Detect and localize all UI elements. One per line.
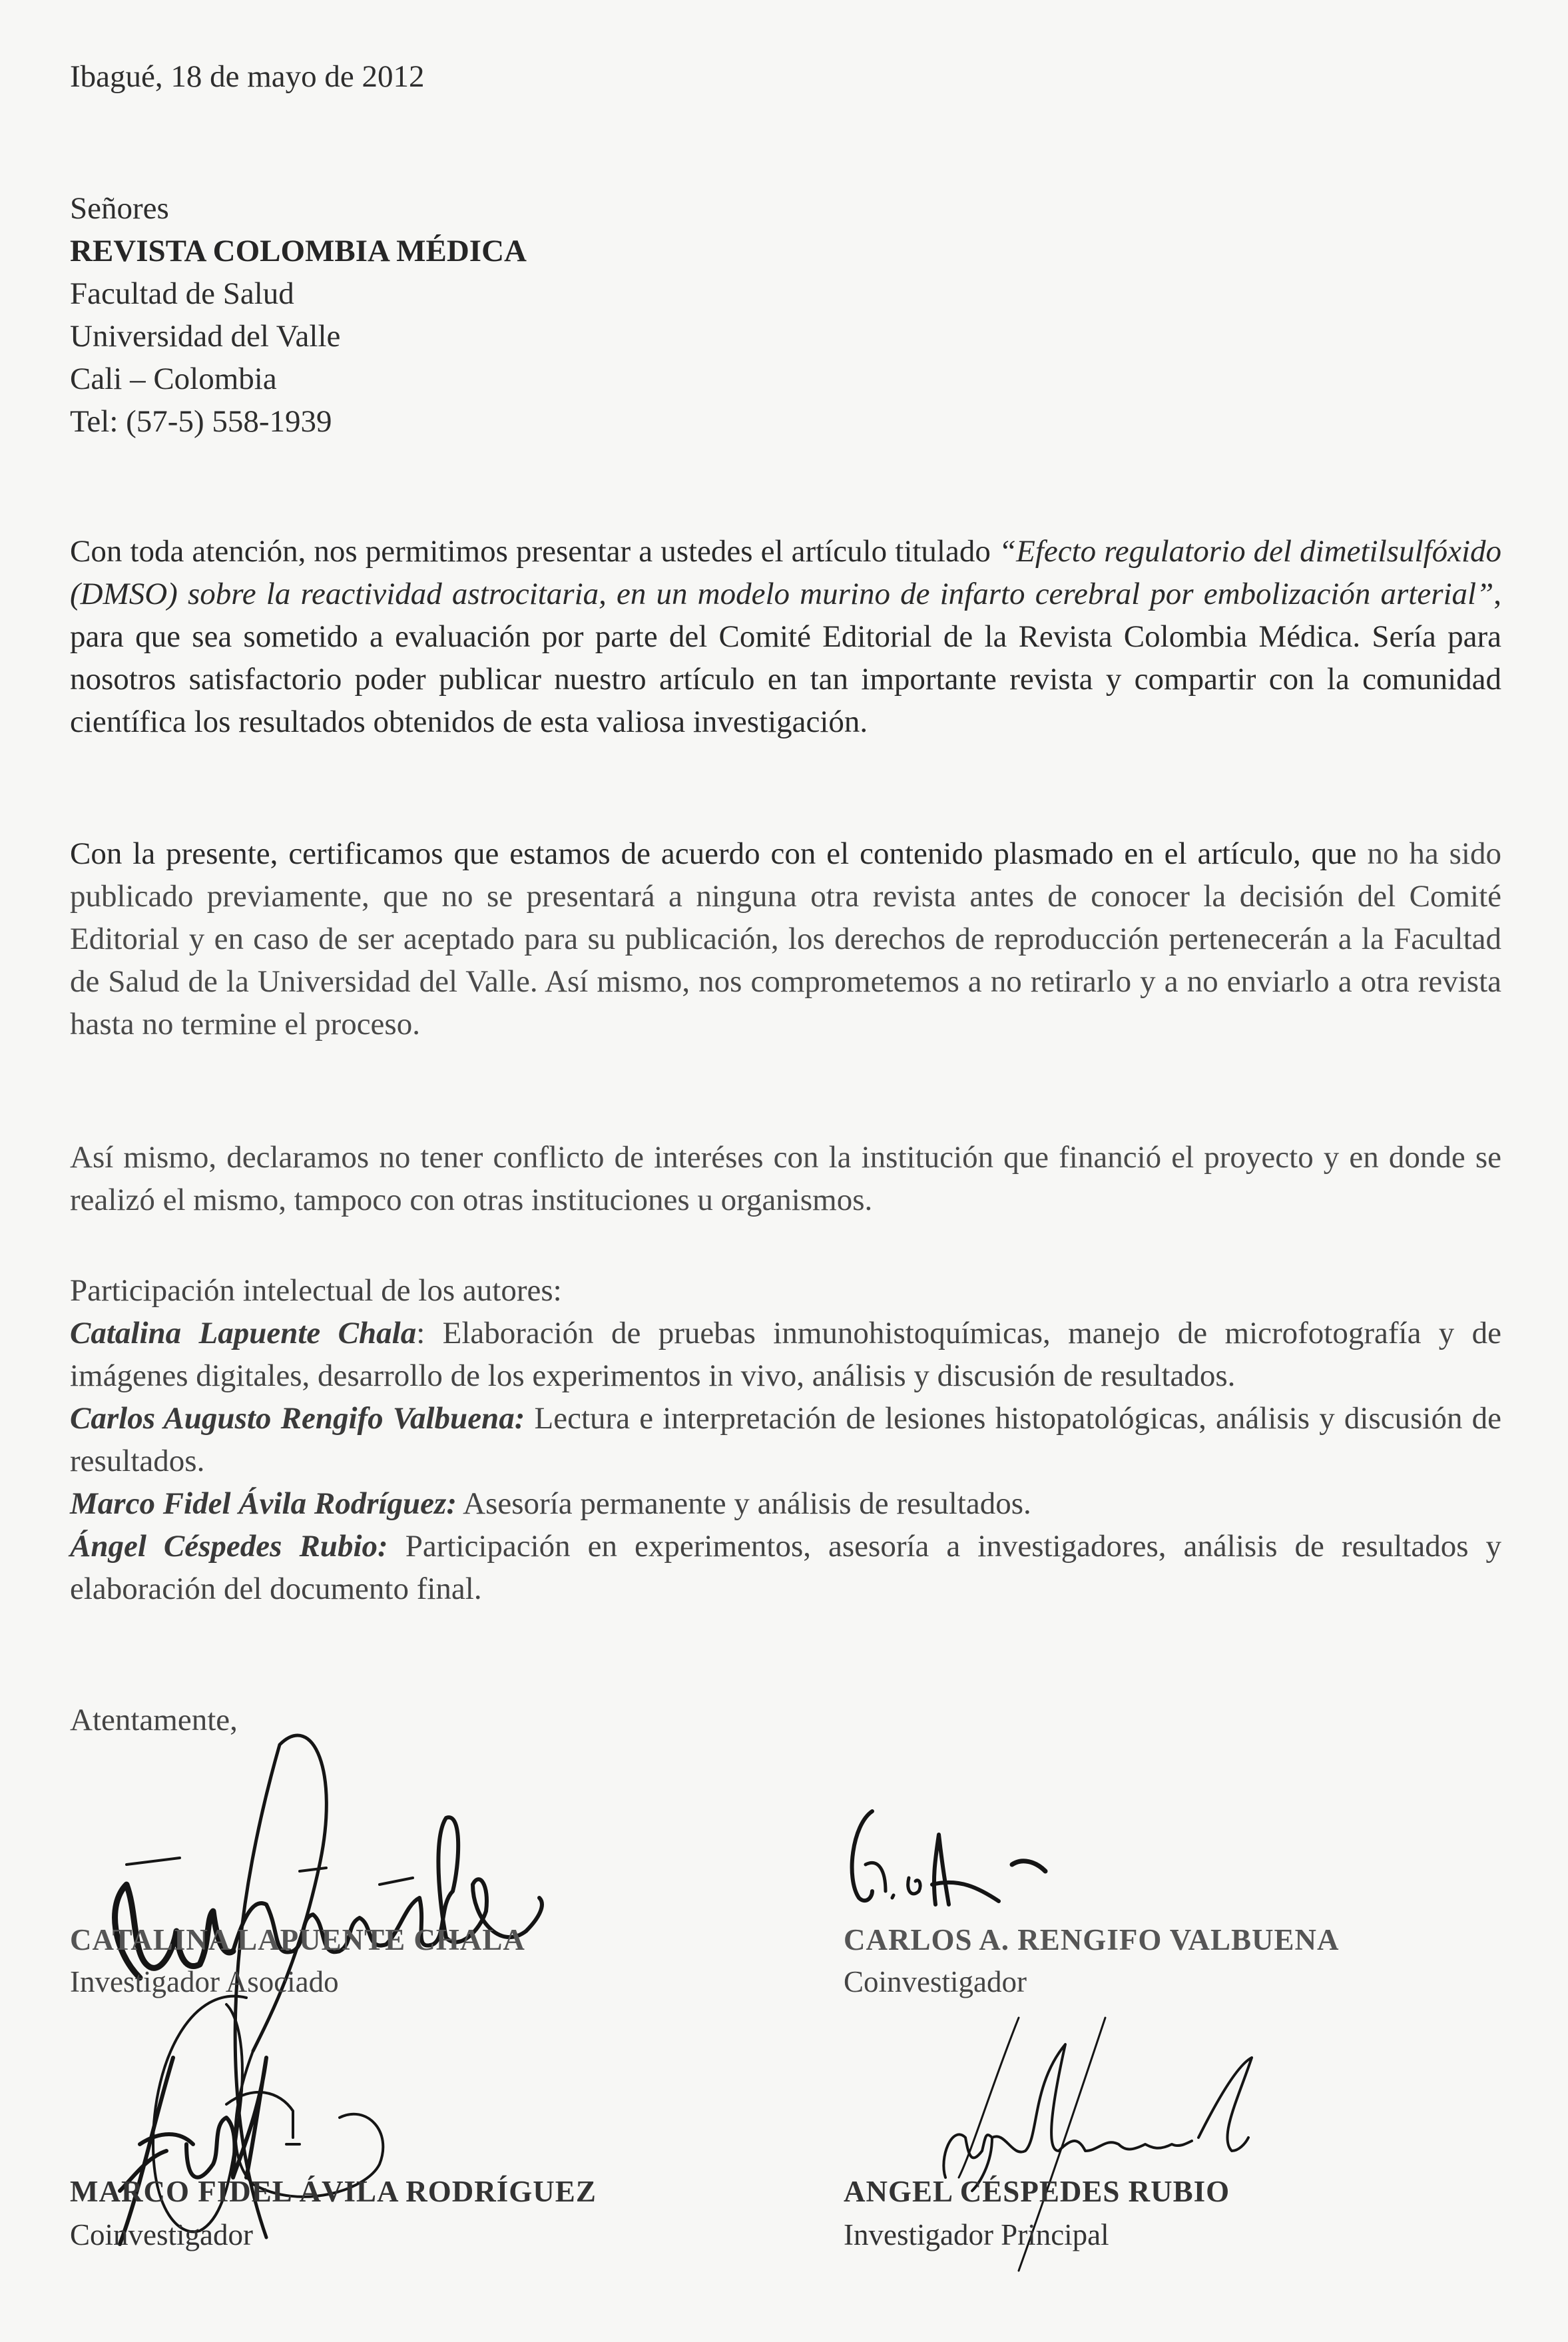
contribution-text: Participación en experimentos, asesoría a investigadores, análisis de resultados y elaboración del documento final.	[70, 1529, 1501, 1606]
paragraph-certification-start: Con la presente, certificamos que estamos de acuerdo con el contenido plasmado en el artículo, que	[70, 836, 1368, 871]
signatory-role: Investigador Principal	[844, 2218, 1109, 2251]
recipient-faculty: Facultad de Salud	[70, 276, 294, 311]
paragraph-submission-rest: , para que sea sometido a evaluación por parte del Comité Editorial de la Revista Colombia Médica. Sería para nosotros satisfactorio poder publicar nuestro artículo en tan importante revista y compartir con la comunidad científica los resultados obtenidos de esta valiosa investigación.	[70, 577, 1501, 739]
place-date: Ibagué, 18 de mayo de 2012	[70, 59, 425, 94]
contribution-item	[70, 1312, 1501, 1397]
contribution-author: Marco Fidel Ávila Rodríguez:	[70, 1486, 457, 1521]
signatory-role: Investigador Asociado	[70, 1965, 339, 1998]
contributions-heading: Participación intelectual de los autores:	[70, 1273, 562, 1308]
signature-carlos	[846, 1798, 1112, 1918]
paragraph-certification-rest: no ha sido publicado previamente, que no se presentará a ninguna otra revista antes de conocer la decisión del Comité Editorial y en caso de ser aceptado para su publicación, los derechos de reproducción pertenecerán a la Facultad de Salud de la Universidad del Valle. Así mismo, nos comprometemos a no retirarlo y a no enviarlo a otra revista hasta no termine el proceso.	[70, 836, 1501, 1041]
contribution-text: Lectura e interpretación de lesiones histopatológicas, análisis y discusión de resultados.	[70, 1401, 1501, 1478]
contribution-separator: :	[416, 1316, 443, 1350]
recipient-salutation: Señores	[70, 191, 169, 226]
article-title: “Efecto regulatorio del dimetilsulfóxido (DMSO) sobre la reactividad astrocitaria, en un modelo murino de infarto cerebral por embolización arterial”	[70, 534, 1501, 611]
paragraph-certification	[70, 832, 1501, 1045]
paragraph-submission-intro: Con toda atención, nos permitimos presentar a ustedes el artículo titulado	[70, 534, 999, 569]
contributions-section	[70, 1269, 1501, 1610]
recipient-city: Cali – Colombia	[70, 362, 277, 396]
paragraph-submission	[70, 530, 1501, 743]
recipient-university: Universidad del Valle	[70, 319, 341, 354]
signatory-role: Coinvestigador	[844, 1965, 1027, 1998]
contribution-separator	[457, 1486, 463, 1521]
contribution-author: Ángel Céspedes Rubio:	[70, 1529, 388, 1564]
contribution-item	[70, 1482, 1501, 1525]
contribution-author: Carlos Augusto Rengifo Valbuena:	[70, 1401, 525, 1436]
contribution-item	[70, 1525, 1501, 1610]
signatory-name: ANGEL CÉSPEDES RUBIO	[844, 2175, 1230, 2208]
contribution-item	[70, 1397, 1501, 1482]
contribution-text: Elaboración de pruebas inmunohistoquímicas, manejo de microfotografía y de imágenes digitales, desarrollo de los experimentos in vivo, análisis y discusión de resultados.	[70, 1316, 1502, 1393]
paragraph-conflict: Así mismo, declaramos no tener conflicto de interéses con la institución que financió el proyecto y en donde se realizó el mismo, tampoco con otras instituciones u organismos.	[70, 1140, 1501, 1217]
contribution-separator	[388, 1529, 405, 1564]
signatory-role: Coinvestigador	[70, 2218, 253, 2251]
contribution-author: Catalina Lapuente Chala	[70, 1316, 417, 1350]
signatory-name: MARCO FIDEL ÁVILA RODRÍGUEZ	[70, 2175, 597, 2208]
signatory-name: CATALINA LAPUENTE CHALA	[70, 1923, 525, 1956]
signatory-name: CARLOS A. RENGIFO VALBUENA	[844, 1923, 1340, 1956]
recipient-organization: REVISTA COLOMBIA MÉDICA	[70, 234, 527, 268]
contribution-text: Asesoría permanente y análisis de resultados.	[463, 1486, 1031, 1521]
recipient-phone: Tel: (57-5) 558-1939	[70, 404, 332, 439]
closing: Atentamente,	[70, 1703, 238, 1737]
contribution-separator	[525, 1401, 534, 1436]
